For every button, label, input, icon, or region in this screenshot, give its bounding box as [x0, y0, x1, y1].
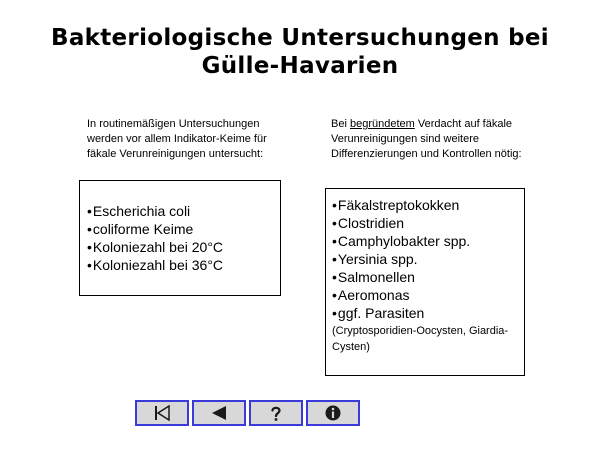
list-item: •Camphylobakter spp.	[332, 233, 471, 249]
list-item: •Aeromonas	[332, 287, 410, 303]
back-arrow-icon	[208, 404, 230, 422]
indicator-germs-list	[87, 202, 280, 274]
back-button[interactable]	[192, 400, 246, 426]
indicator-germs-box	[79, 180, 281, 296]
right-intro-text	[331, 117, 546, 162]
help-icon	[265, 404, 287, 422]
help-button[interactable]	[249, 400, 303, 426]
list-item: •Koloniezahl bei 36°C	[87, 257, 224, 273]
further-differentiation-box	[325, 188, 525, 376]
page-title-line-2: Gülle-Havarien	[201, 53, 399, 79]
parasites-note: (Cryptosporidien-Oocysten, Giardia-Cysten)	[332, 325, 509, 353]
list-item: •ggf. Parasiten	[332, 305, 425, 321]
list-item: •Yersinia spp.	[332, 251, 418, 267]
info-icon	[322, 404, 344, 422]
left-intro-text: In routinemäßigen Untersuchungen werden vor allem Indikator-Keime für fäkale Verunreinigungen untersucht:	[87, 118, 267, 160]
first-page-icon	[151, 404, 173, 422]
list-item: •coliforme Keime	[87, 221, 194, 237]
page-title-line-1: Bakteriologische Untersuchungen bei	[50, 25, 549, 51]
first-page-button[interactable]	[135, 400, 189, 426]
info-button[interactable]	[306, 400, 360, 426]
navigation-bar	[135, 400, 360, 426]
right-intro-emphasis: begründetem	[349, 118, 415, 130]
list-item: •Escherichia coli	[87, 203, 191, 219]
right-intro-suffix: Verdacht auf fäkale Verunreinigungen sind weitere Differenzierungen und Kontrollen nötig:	[331, 118, 522, 160]
list-item: •Koloniezahl bei 20°C	[87, 239, 224, 255]
list-item: •Clostridien	[332, 215, 405, 231]
further-differentiation-list	[332, 196, 524, 322]
right-intro-prefix: Bei	[331, 118, 350, 130]
list-item: •Salmonellen	[332, 269, 415, 285]
list-item: •Fäkalstreptokokken	[332, 197, 460, 213]
